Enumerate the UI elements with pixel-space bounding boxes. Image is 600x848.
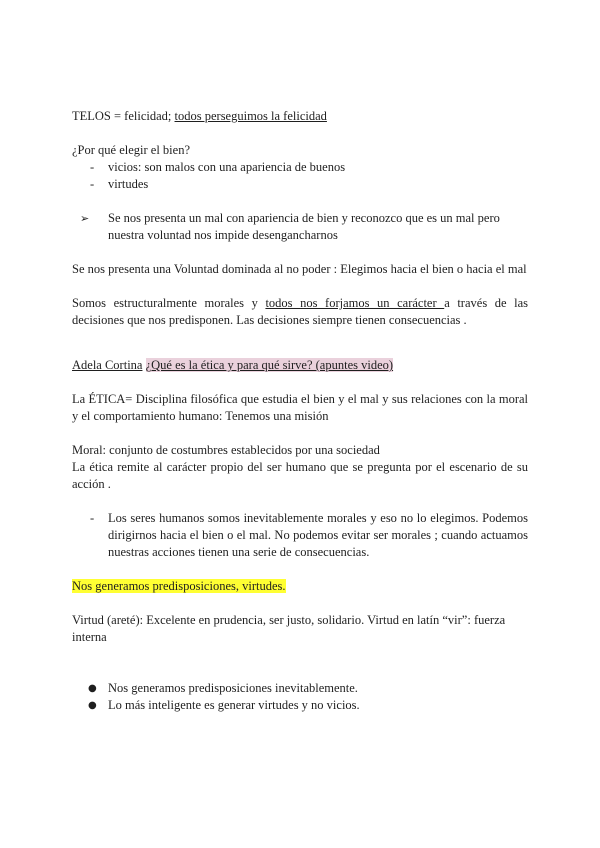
section-heading bbox=[72, 357, 528, 374]
telos-underlined: todos perseguimos la felicidad bbox=[174, 109, 327, 123]
moral-paragraph bbox=[72, 295, 528, 329]
will-paragraph: Se nos presenta una Voluntad dominada al no poder : Elegimos hacia el bien o hacia el mal bbox=[72, 262, 527, 276]
highlight-text: Nos generamos predisposiciones, virtudes. bbox=[72, 579, 286, 593]
list-item bbox=[72, 697, 528, 714]
telos-prefix: TELOS = felicidad; bbox=[72, 109, 175, 123]
bullet-text: Lo más inteligente es generar virtudes y no vicios. bbox=[108, 698, 360, 712]
humans-note-text: Los seres humanos somos inevitablemente morales y eso no lo elegimos. Podemos dirigirnos hacia el bien o el mal. No podemos evitar ser morales ; cuando actuamos nuestras acciones tienen una serie de consecuencias. bbox=[108, 511, 528, 559]
why-good-question: ¿Por qué elegir el bien? bbox=[72, 143, 191, 157]
document-page bbox=[72, 100, 528, 714]
bullet-text: Nos generamos predisposiciones inevitablemente. bbox=[108, 681, 358, 695]
moral-definition-2: La ética remite al carácter propio del ser humano que se pregunta por el escenario de su acción . bbox=[72, 460, 528, 491]
virtue-definition: Virtud (areté): Excelente en prudencia, ser justo, solidario. Virtud en latín “vir”: fuerza interna bbox=[72, 613, 506, 644]
final-bullets bbox=[72, 680, 528, 714]
arrow-bullet-icon: ➢ bbox=[80, 212, 90, 225]
bullet-dot-icon: ● bbox=[88, 700, 97, 711]
moral-before: Somos estructuralmente morales y bbox=[72, 296, 266, 310]
list-item: - vicios: son malos con una apariencia de buenos bbox=[72, 159, 528, 176]
list-item bbox=[72, 680, 528, 697]
heading-title: ¿Qué es la ética y para qué sirve? (apuntes video) bbox=[145, 358, 394, 372]
dash-marker: - bbox=[90, 511, 95, 525]
telos-line bbox=[72, 108, 528, 125]
moral-underlined: todos nos forjamos un carácter bbox=[265, 296, 445, 310]
humans-note bbox=[72, 510, 528, 561]
arrow-note-text: Se nos presenta un mal con apariencia de bien y reconozco que es un mal pero nuestra voluntad nos impide desengancharnos bbox=[108, 211, 500, 242]
why-good-list bbox=[72, 159, 528, 193]
list-item: - virtudes bbox=[72, 176, 528, 193]
moral-after: a través de las decisiones que nos predisponen. Las decisiones siempre tienen consecuencias . bbox=[72, 296, 529, 327]
bullet-dot-icon: ● bbox=[88, 683, 97, 694]
ethics-definition: La ÉTICA= Disciplina filosófica que estudia el bien y el mal y sus relaciones con la moral y el comportamiento humano: Tenemos una misión bbox=[72, 392, 528, 423]
moral-definition-1: Moral: conjunto de costumbres establecidos por una sociedad bbox=[72, 443, 380, 457]
heading-author: Adela Cortina bbox=[72, 358, 143, 372]
highlight-line bbox=[72, 578, 528, 595]
arrow-note bbox=[72, 210, 528, 244]
